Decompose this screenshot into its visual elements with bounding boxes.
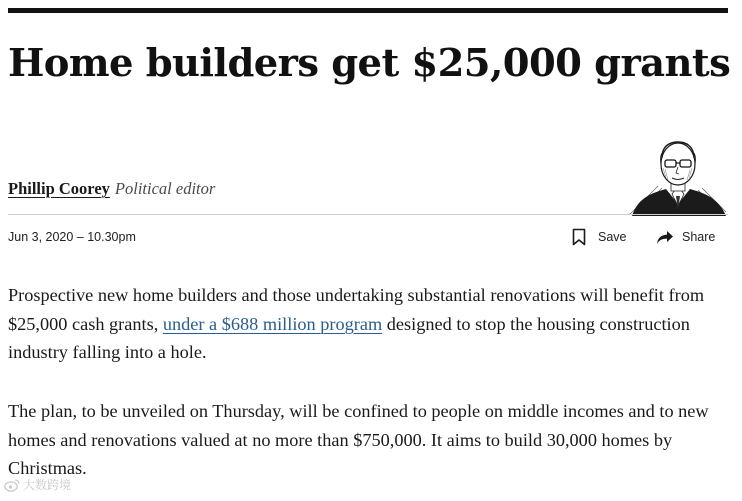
byline [8, 178, 215, 200]
author-role: Political editor [114, 179, 216, 198]
weibo-logo-icon [4, 478, 20, 492]
article-paragraph: The plan, to be unveiled on Thursday, will be confined to people on middle incomes and to new homes and renovations valued at no more than $750,000. It aims to build 30,000 homes by Christmas. [8, 401, 709, 478]
publish-dateline: Jun 3, 2020 – 10.30pm [8, 230, 136, 244]
save-label: Save [598, 230, 627, 244]
save-button[interactable] [572, 226, 627, 248]
paragraph-text: Prospective new home builders and those undertaking substantial renovations will benefit from $25,000 cash grants, [8, 285, 705, 334]
top-rule [8, 8, 728, 13]
watermark [4, 476, 71, 493]
share-label: Share [682, 230, 716, 244]
author-name-link[interactable]: Phillip Coorey [8, 179, 110, 198]
author-portrait [628, 134, 728, 216]
bookmark-icon [572, 228, 586, 246]
program-link[interactable]: under a $688 million program [162, 313, 383, 334]
meta-divider [8, 214, 728, 215]
article-headline: Home builders get $25,000 grants [8, 41, 731, 86]
watermark-text: 大数跨境 [23, 478, 72, 492]
share-button[interactable] [656, 226, 715, 248]
share-arrow-icon [656, 230, 674, 245]
paragraph-text: designed to stop the housing construction industry falling into a hole. [8, 313, 690, 362]
article-paragraph [8, 281, 736, 367]
